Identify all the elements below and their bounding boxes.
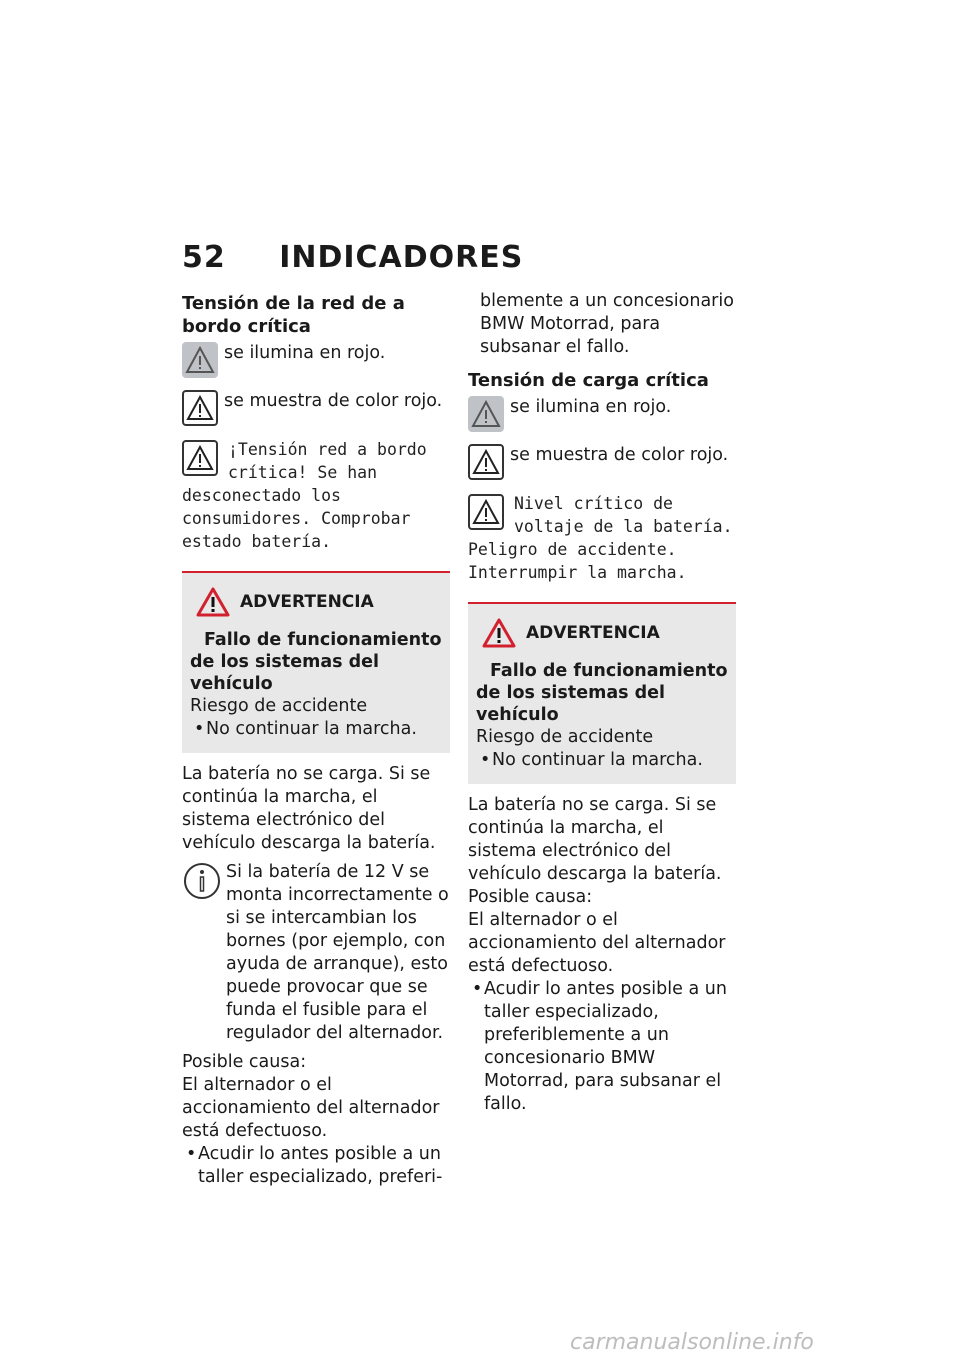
warning-label: ADVERTENCIA [476, 618, 728, 648]
watermark: carmanualsonline.info [570, 1330, 814, 1355]
info-text: Si la batería de 12 V se monta incorrectamente o si se intercambian los bornes (por ejemplo, con ayuda de arranque), esto puede provocar que se funda el fusible para el regulador del alternador. [226, 862, 449, 1043]
section-heading: Tensión de la red de a bordo crítica [182, 293, 405, 337]
right-column [468, 290, 736, 1116]
warning-lamp-icon [468, 396, 504, 432]
indicator-text: se muestra de color rojo. [510, 445, 729, 465]
warning-label: ADVERTENCIA [190, 587, 442, 617]
action-bullet: • Acudir lo antes posible a un taller especializado, preferi- [182, 1143, 450, 1189]
cause-label: Posible causa: [468, 887, 593, 907]
chapter-title: INDICADORES [279, 240, 524, 275]
indicator-text: se ilumina en rojo. [224, 343, 386, 363]
action-bullet: • Acudir lo antes posible a un taller especializado, preferiblemente a un concesionario BMW Motorrad, para subsanar el fallo. [468, 978, 736, 1116]
left-column [182, 292, 450, 1189]
warning-box [182, 571, 450, 753]
warning-triangle-icon [468, 494, 504, 530]
warning-triangle-icon [468, 444, 504, 480]
danger-triangle-icon [196, 587, 230, 617]
warning-title: Fallo de funcionamiento de los sistemas del vehículo [190, 630, 442, 694]
indicator-row [182, 390, 450, 426]
body-text: La batería no se carga. Si se continúa la marcha, el sistema electrónico del vehículo descarga la batería. [468, 795, 722, 884]
warning-risk: Riesgo de accidente [476, 727, 654, 747]
display-message [182, 438, 450, 553]
indicator-row [182, 342, 450, 378]
page-number: 52 [182, 240, 226, 275]
indicator-text: se ilumina en rojo. [510, 397, 672, 417]
warning-lamp-icon [182, 342, 218, 378]
warning-triangle-icon [182, 390, 218, 426]
warning-box [468, 602, 736, 784]
indicator-text: se muestra de color rojo. [224, 391, 443, 411]
display-message-text: ¡Tensión red a bordo crítica! Se han desconectado los consumidores. Comprobar estado batería. [182, 440, 427, 551]
cause-label: Posible causa: [182, 1052, 307, 1072]
warning-action: • No continuar la marcha. [190, 718, 442, 741]
indicator-row [468, 444, 736, 480]
display-message-text: Nivel crítico de voltaje de la batería. Peligro de accidente. Interrumpir la marcha. [468, 494, 733, 582]
danger-triangle-icon [482, 618, 516, 648]
warning-title: Fallo de funcionamiento de los sistemas del vehículo [476, 661, 728, 725]
warning-action: • No continuar la marcha. [476, 749, 728, 772]
section-heading: Tensión de carga crítica [468, 370, 709, 391]
info-icon [182, 861, 222, 901]
display-message [468, 492, 736, 584]
info-note [182, 861, 450, 1045]
bullet-continuation: blemente a un concesionario BMW Motorrad, para subsanar el fallo. [480, 291, 734, 357]
warning-risk: Riesgo de accidente [190, 696, 368, 716]
warning-triangle-icon [182, 440, 218, 476]
cause-text: El alternador o el accionamiento del alternador está defectuoso. [468, 910, 726, 976]
body-text: La batería no se carga. Si se continúa la marcha, el sistema electrónico del vehículo descarga la batería. [182, 764, 436, 853]
cause-text: El alternador o el accionamiento del alternador está defectuoso. [182, 1075, 440, 1141]
page-header [182, 240, 523, 275]
indicator-row [468, 396, 736, 432]
